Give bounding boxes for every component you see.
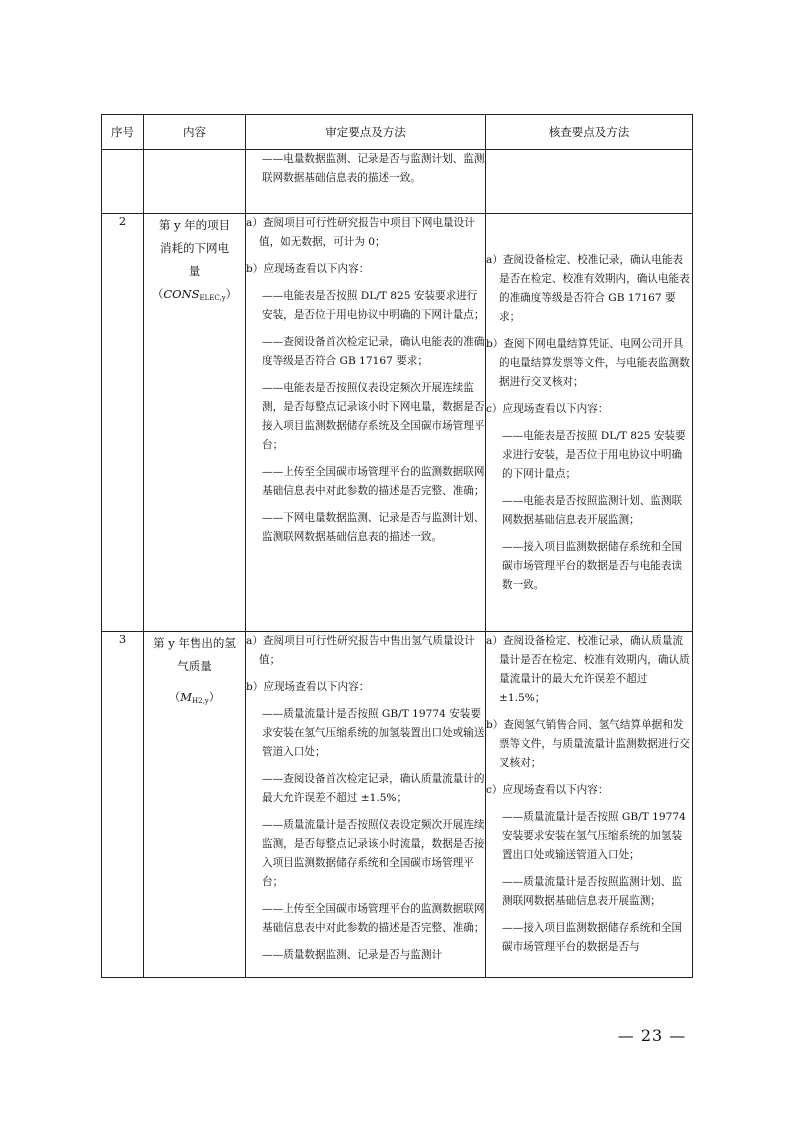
header-content: 内容 <box>144 115 246 150</box>
step-item: b）查阅下网电量结算凭证、电网公司开具的电量结算发票等文件，与电能表监测数据进行交叉核对； <box>486 337 690 388</box>
symbol-subscript: H2,y <box>192 697 209 705</box>
symbol-close: ） <box>208 690 221 704</box>
step-item: b）应现场查看以下内容： <box>246 681 370 693</box>
table-row <box>102 632 693 978</box>
check-point-line: ——上传至全国碳市场管理平台的监测数据联网基础信息表中对此参数的描述是否完整、准确； <box>262 466 485 497</box>
parameter-symbol <box>144 686 245 713</box>
content-line: 第 y 年售出的氢 <box>153 636 236 650</box>
table-header-row <box>102 115 693 150</box>
row-serial <box>102 150 144 214</box>
check-point-line: ——电能表是否按照 DL/T 825 安装要求进行安装，是否位于用电协议中明确的下网计量点； <box>502 429 686 480</box>
standard-table <box>101 114 693 978</box>
content-line: 量 <box>188 264 201 278</box>
row-content <box>144 214 246 632</box>
symbol-subscript: ELEC,y <box>199 294 226 302</box>
step-item: c）应现场查看以下内容： <box>486 784 609 796</box>
row-serial: 3 <box>102 632 144 978</box>
check-point-line: ——查阅设备首次检定记录，确认质量流量计的最大允许误差不超过 ±1.5%； <box>262 773 485 804</box>
table-row <box>102 150 693 214</box>
check-point-line: ——质量流量计是否按照监测计划、监测联网数据基础信息表开展监测； <box>502 876 683 907</box>
step-item: a）查阅设备检定、校准记录，确认质量流量计是否在检定、校准有效期内，确认质量流量计的最大允许误差不超过±1.5%； <box>486 635 690 704</box>
row-check-cell <box>486 150 693 214</box>
check-point-line: ——电能表是否按照仪表设定频次开展连续监测，是否每整点记录该小时下网电量，数据是否接入项目监测数据储存系统及全国碳市场管理平台； <box>262 382 485 451</box>
step-item: c）应现场查看以下内容： <box>486 402 609 415</box>
header-serial: 序号 <box>102 115 144 150</box>
check-point-line: ——质量流量计是否按照 GB/T 19774 安装要求安装在氢气压缩系统的加氢装置出口处或输送管道入口处； <box>262 708 485 758</box>
check-point-line: ——质量数据监测、记录是否与监测计 <box>262 949 443 961</box>
check-point-line: ——查阅设备首次检定记录，确认电能表的准确度等级是否符合 GB 17167 要求； <box>262 336 485 367</box>
row-content <box>144 632 246 978</box>
content-line: 气质量 <box>177 659 212 673</box>
symbol-main: M <box>180 690 193 704</box>
step-item: b）应现场查看以下内容： <box>246 263 370 275</box>
row-content <box>144 150 246 214</box>
content-line: 第 y 年的项目 <box>158 218 231 232</box>
page-number: — 23 — <box>617 1026 687 1045</box>
row-serial: 2 <box>102 214 144 632</box>
content-line: 消耗的下网电 <box>160 241 229 255</box>
check-point-line: ——接入项目监测数据储存系统和全国碳市场管理平台的数据是否与 <box>502 922 683 953</box>
check-point-line: ——电能表是否按照 DL/T 825 安装要求进行安装，是否位于用电协议中明确的下网计量点； <box>262 290 485 321</box>
row-review-cell <box>246 214 486 632</box>
symbol-open: （ <box>151 287 164 301</box>
row-check-cell <box>486 214 693 632</box>
step-item: a）查阅设备检定、校准记录，确认电能表是否在检定、校准有效期内，确认电能表的准确度等级是否符合 GB 17167 要求； <box>486 253 690 323</box>
symbol-main: CONS <box>163 287 200 301</box>
symbol-close: ） <box>225 287 238 301</box>
header-review-method: 审定要点及方法 <box>246 115 486 150</box>
step-item: a）查阅项目可行性研究报告中售出氢气质量设计值； <box>246 635 475 666</box>
table-row <box>102 214 693 632</box>
check-point-line: ——上传至全国碳市场管理平台的监测数据联网基础信息表中对此参数的描述是否完整、准确； <box>262 903 485 934</box>
header-check-method: 核查要点及方法 <box>486 115 693 150</box>
step-item: a）查阅项目可行性研究报告中项目下网电量设计值，如无数据，可计为 0； <box>246 217 475 248</box>
symbol-open: （ <box>168 690 181 704</box>
row-review-cell <box>246 632 486 978</box>
row-check-cell <box>486 632 693 978</box>
check-point-line: ——接入项目监测数据储存系统和全国碳市场管理平台的数据是否与电能表读数一致。 <box>502 540 683 591</box>
step-item: b）查阅氢气销售合同、氢气结算单据和发票等文件，与质量流量计监测数据进行交叉核对； <box>486 719 690 769</box>
check-point-line: ——质量流量计是否按照 GB/T 19774 安装要求安装在氢气压缩系统的加氢装置出口处或输送管道入口处； <box>502 811 686 861</box>
check-point-line: ——电能表是否按照监测计划、监测联网数据基础信息表开展监测； <box>502 494 683 526</box>
check-point-line: ——电量数据监测、记录是否与监测计划、监测联网数据基础信息表的描述一致。 <box>262 153 485 184</box>
row-review-cell <box>246 150 486 214</box>
check-point-line: ——下网电量数据监测、记录是否与监测计划、监测联网数据基础信息表的描述一致。 <box>262 512 485 543</box>
parameter-symbol <box>144 283 245 310</box>
check-point-line: ——质量流量计是否按照仪表设定频次开展连续监测，是否每整点记录该小时流量，数据是否接入项目监测数据储存系统和全国碳市场管理平台； <box>262 819 485 888</box>
